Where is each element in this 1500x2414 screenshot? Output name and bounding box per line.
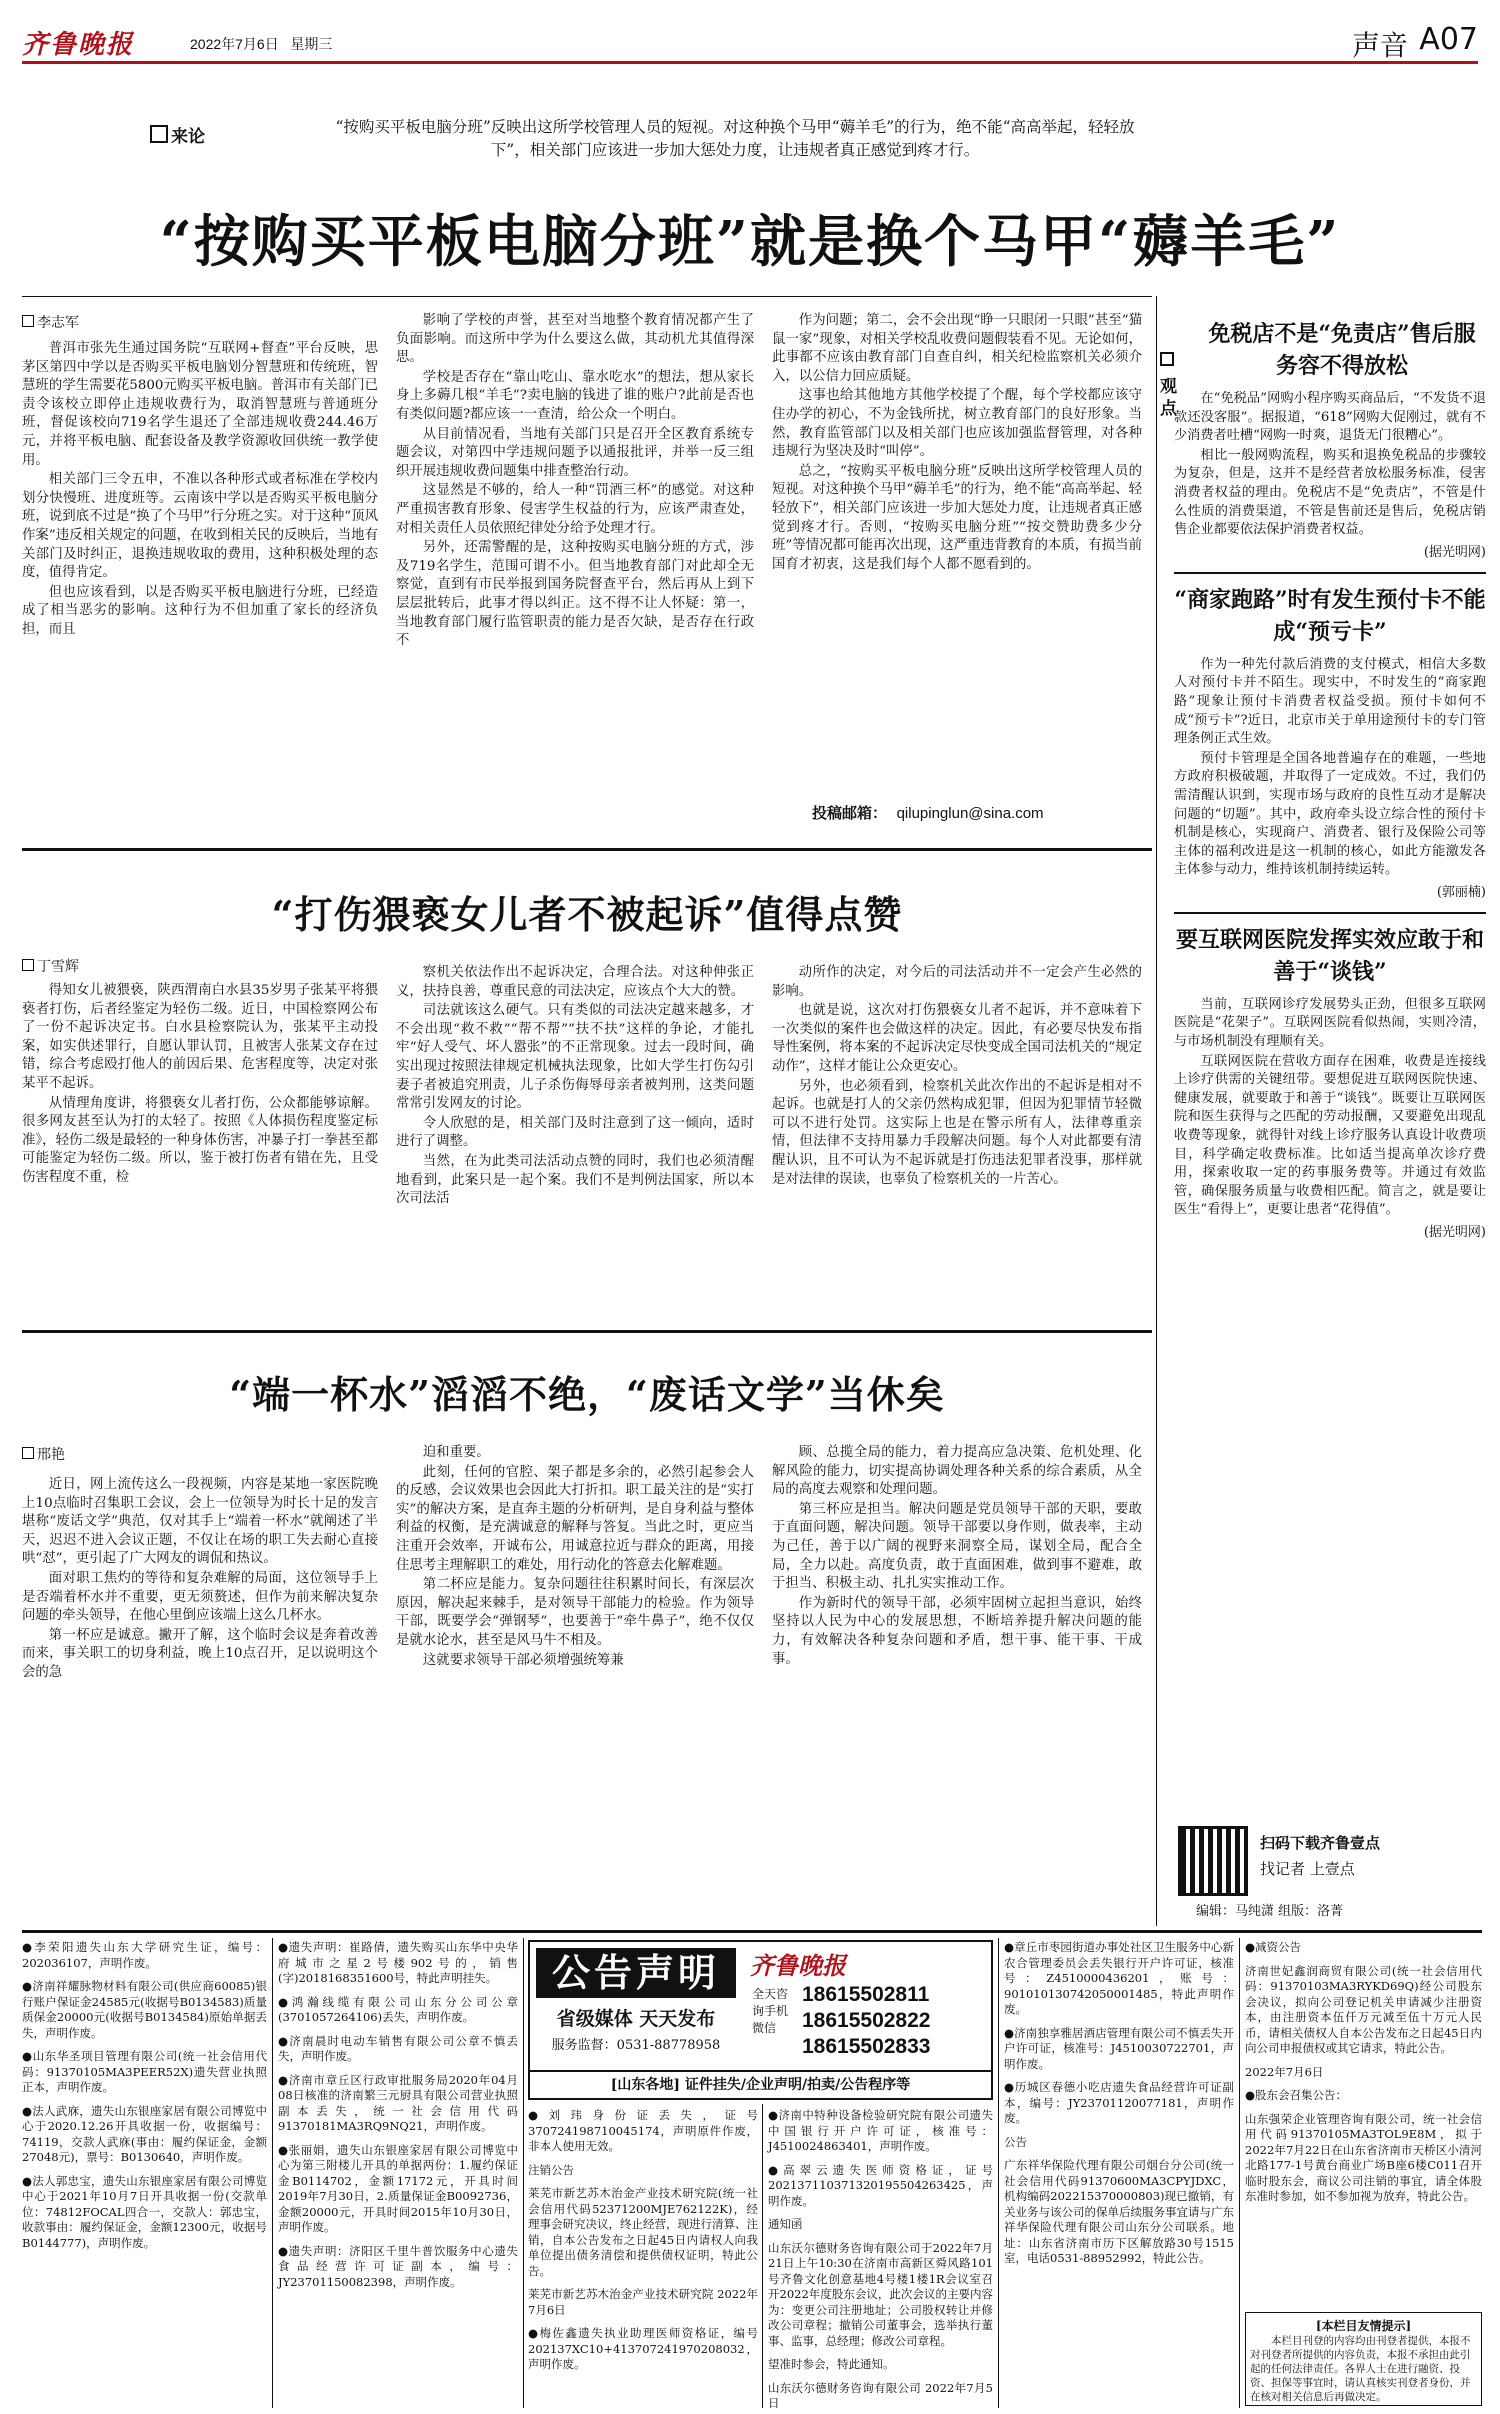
paragraph: 此刻，任何的官腔、架子都是多余的，必然引起参会人的反感，会议效果也会因此大打折扣。职工最关注的是“实打实”的解决方案，是直奔主题的分析研判，是自身利益与整体利益的权衡，是充满诚意的解释与答复。当此之时，更应当注重开会效率，开诚布公，用诚意拉近与群众的距离，用接住思考主理解职工的难处，用行动化的答意去化解难题。 [396,1464,754,1573]
paragraph: 影响了学校的声誉，甚至对当地整个教育情况都产生了负面影响。而这所中学为什么要这么做，其动机尤其值得深思。 [396,313,754,366]
paragraph: 顾、总揽全局的能力，着力提高应急决策、危机处理、化解风险的能力，切实提高协调处理各种关系的综合素质，从全局的高度去观察和处理问题。 [772,1445,1142,1498]
classified-item: ●遗失声明：济阳区千里牛普饮服务中心遗失食品经营许可证副本，编号：JY23701150082398，声明作废。 [278,2243,518,2289]
sidebar-item-body [1174,996,1486,1220]
article1-author: 李志军 [22,312,79,332]
sidebar-item [1174,584,1486,900]
paragraph: 也就是说，这次对打伤猥亵女儿者不起诉，并不意味着下一次类似的案件也会做这样的决定。因此，有必要尽快发布指导性案例，将本案的不起诉决定尽快变成全国司法机关的“规定动作”，这样才能让公众更安心。 [772,1003,1142,1074]
paragraph: 作为一种先付款后消费的支付模式，相信大多数人对预付卡并不陌生。现实中，不时发生的“商家跑路”现象让预付卡消费者权益受损。预付卡如何不成“预亏卡”?近日，北京市关于单用途预付卡的专门管理条例正式生效。 [1174,656,1486,747]
classified-item: ●历城区春德小吃店遗失食品经营许可证副本，编号：JY23701120077181，声明作废。 [1004,2080,1234,2125]
ad-scope: [山东各地] 证件挂失/企业声明/拍卖/公告程序等 [530,2070,991,2098]
page-header [22,18,1478,64]
sidebar-item-source: (郭丽楠) [1436,884,1486,900]
paragraph: 这事也给其他地方其他学校提了个醒，每个学校都应该守住办学的初心，不为金钱所扰，树立教育部门的良好形象。当然，教育监管部门以及相关部门也应该加强监督管理，对各种违规行为坚决及时“叫停”。 [772,388,1142,460]
sidebar-item-title: “商家跑路”时有发生预付卡不能成“预亏卡” [1174,586,1486,645]
paragraph: 另外，也必须看到，检察机关此次作出的不起诉是相对不起诉。也就是打人的父亲仍然构成犯罪，但因为犯罪情节轻微可以不进行处罚。这实际上也是在警示所有人，法律尊重亲情，但法律不支持用暴力手段解决问题。每个人对此都要有清醒认识，且不可认为不起诉就是打伤违法犯罪者没事，那样就是对法律的误读，也辜负了检察机关的一片苦心。 [772,1078,1142,1187]
classified-item: ●减资公告 [1245,1940,1302,1954]
classified-item: 山东沃尔德财务咨询有限公司于2022年7月21日上午10:30在济南市高新区舜风路101号齐鲁文化创意基地4号楼1楼1R会议室召开2022年度股东会议，此次会议的主要内容为：变更公司注册地址；公司股权转让并修改公司章程；撤销公司董事会，选举执行董事、监事，总经理；修改公司章程。 [768,2240,993,2348]
classified-item: ●鸿瀚线缆有限公司山东分公司公章(3701057264106)丢失，声明作废。 [278,1994,518,2024]
lead-tag: 来论 [150,122,205,147]
ad-paper-logo: 齐鲁晚报 [750,1951,846,1980]
paragraph: 作为新时代的领导干部，必须牢固树立起担当意识，始终坚持以人民为中心的发展思想，不断培养提升解决问题的能力，有效解决各种复杂问题和矛盾，想干事、能干事、干成事。 [772,1595,1142,1667]
ad-service: 服务监督：0531-88778958 [551,2038,721,2053]
paragraph: 第三杯应是担当。解决问题是党员领导干部的天职，要敢于直面问题，解决问题。领导干部要以身作则，做表率，主动为己任，善于以广阔的视野来洞察全局，谋划全局，配合全局，全力以赴。高度负责，敢于直面困难，做到事不避难，敢于担当、积极主动、扎扎实实推动工作。 [772,1501,1142,1592]
classifieds-col2 [278,1940,518,2298]
sidebar-item-body [1174,656,1486,880]
article1-col1 [22,340,378,641]
paragraph: 动所作的决定，对今后的司法活动并不一定会产生必然的影响。 [772,965,1142,999]
article3-author: 邢艳 [22,1444,65,1464]
classified-item: 2022年7月6日 [1245,2064,1324,2079]
classified-item: ●刘玮身份证丢失，证号370724198710045174，声明原件作废，非本人使用无效。 [528,2108,758,2153]
ad-title: 公告声明 [536,1948,736,1998]
sidebar-item-source: (据光明网) [1423,544,1486,560]
sidebar [1174,318,1486,1240]
classifieds-col4 [768,2108,993,2414]
paragraph: 这显然是不够的，给人一种“罚酒三杯”的感觉。对这种严重损害教育形象、侵害学生权益的行为，应该严肃查处，对相关责任人员依照纪律处分给予处理才行。 [396,483,754,536]
classifieds-col3 [528,2108,758,2381]
ad-slogan: 省级媒体 天天发布 [556,2008,716,2030]
classified-item: 通知函 [768,2217,803,2231]
paragraph: 司法就该这么硬气。只有类似的司法决定越来越多，才不会出现“救不救”“帮不帮”“扶不扶”这样的争论，才能扎牢“好人受气、坏人嚣张”的不正常现象。过去一段时间，确实出现过按照法律规定机械执法现象，比如大学生打伤勾引妻子者被追究刑责，儿子杀伤侮辱母亲者被判刑，这类问题常常引发网友的讨论。 [396,1003,754,1112]
paragraph: 互联网医院在营收方面存在困难，收费是连接线上诊疗供需的关键纽带。要想促进互联网医院快速、健康发展，就要敢于和善于“谈钱”。既要让互联网医院和医生获得与之匹配的劳动报酬，又要避免出现乱收费等现象，就得针对线上诊疗服务认真设计收费项目，科学确定收费标准。比如适当提高单次诊疗费用，探索收取一定的药事服务费等。并通过有效监管，确保服务质量与收费相匹配。简言之，就是要让医生“看得上”，更要让患者“花得值”。 [1174,1053,1486,1218]
submission-email: 投稿邮箱： qilupinglun@sina.com [812,804,1044,822]
paragraph: 在“免税品”网购小程序购买商品后，“不发货不退款还没客服”。据报道，“618”网购大促刚过，就有不少消费者吐槽“网购一时爽，退货无门很糟心”。 [1174,391,1486,444]
paragraph: 令人欣慰的是，相关部门及时注意到了这一倾向，适时进行了调整。 [396,1115,754,1150]
sidebar-tag: 观点 [1160,352,1182,420]
sidebar-item-title: 要互联网医院发挥实效应敢于和善于“谈钱” [1175,926,1484,985]
paragraph: 察机关依法作出不起诉决定，合理合法。对这种伸张正义，扶持良善，尊重民意的司法决定，应该点个大大的赞。 [396,965,754,999]
sidebar-item [1174,318,1486,560]
classified-item: ●山东华圣项目管理有限公司(统一社会信用代码：91370105MA3PEER52X)遗失营业执照正本，声明作废。 [22,2049,267,2094]
classified-item: 莱芜市新艺苏木治金产业技术研究院(统一社会信用代码52371200MJE762122K)，经理事会研究决议，终止经营，现进行清算、注销，自本公告发布之日起45日内请权人向我单位提出债务清偿和提供债权证明，特此公告。 [528,2186,758,2278]
classified-item: ●济南中特种设备检验研究院有限公司遗失中国银行开户许可证，核准号：J4510024863401，声明作废。 [768,2108,993,2153]
notice-box [1245,2312,1482,2406]
newspaper-logo: 齐鲁晚报 [22,30,135,60]
classified-item: 注销公告 [528,2162,574,2177]
page-number: A07 [1419,22,1478,57]
paragraph: 另外，还需警醒的是，这种按购买电脑分班的方式，涉及719名学生，范围可谓不小。但当地教育部门对此却全无察觉，直到有市民举报到国务院督查平台，然后再从上到下层层批转后，此事才得以纠正。这不得不让人怀疑：第一，当地教育部门履行监管职责的能力是否欠缺，是否存在行政不 [396,540,754,649]
editor-credit: 编辑：马纯潇 组版：洛菁 [1196,1904,1344,1919]
article2-col2 [396,964,754,1210]
section-name: 声音 [1351,29,1408,62]
classified-item: ●梅佐鑫遗失执业助理医师资格证，编号202137XC10+413707241970208032，声明作废。 [528,2326,758,2371]
paragraph: 迫和重要。 [422,1445,490,1460]
classified-item: 山东强荣企业管理咨询有限公司，统一社会信用代码91370105MA3TOL9E8M，拟于2022年7月22日在山东省济南市天桥区小清河北路177-1号黄台商业广场B座6楼C011召开临时股东会，商议公司注销的事宜，请全体股东准时参加，如不参加视为放弃，特此公告。 [1245,2111,1482,2203]
classified-item: ●李荣阳遗失山东大学研究生证，编号：202036107，声明作废。 [22,1940,267,1970]
article1-title: “按购买平板电脑分班”就是换个马甲“薅羊毛” [159,209,1341,275]
classified-item: ●高翠云遗失医师资格证，证号202137110371320195504263425，声明作废。 [768,2162,993,2208]
article2-title: “打伤猥亵女儿者不被起诉”值得点赞 [271,892,903,937]
classified-item: ●济南晨时电动车销售有限公司公章不慎丢失，声明作废。 [278,2033,518,2063]
ad-box [528,1940,993,2100]
classified-item: 济南世妃鑫润商贸有限公司(统一社会信用代码：91370103MA3RYKD69Q)经公司股东会决议，拟向公司登记机关申请减少注册资本，由注册资本伍仟万元减至伍十万元人民币，请相关债权人自本公告发布之日起45日内向公司申报债权或其它请求，特此公告。 [1245,1963,1482,2055]
notice-title: [本栏目友情提示] [1315,2319,1412,2333]
qr-caption: 扫码下载齐鲁壹点 [1260,1834,1381,1852]
paragraph: 从情理角度讲，将猥亵女儿者打伤，公众都能够谅解。很多网友甚至认为打的太轻了。按照《人体损伤程度鉴定标准》，轻伤二级是最轻的一种身体伤害，冲暴子打一拳甚至都可能鉴定为轻伤二级。所以，鉴于被打伤者有错在先，且受伤害程度不重，检 [22,1095,378,1185]
classified-item: 山东沃尔德财务咨询有限公司 2022年7月5日 [768,2380,993,2410]
paragraph: 作为问题；第二，会不会出现“睁一只眼闭一只眼”甚至“猫鼠一家”现象，对相关学校乱收费问题假装看不见。无论如何，此事都不应该由教育部门自查自纠，相关纪检监察机关必须介入，以公信力回应质疑。 [772,313,1142,384]
paragraph: 这就要求领导干部必须增强统筹兼 [422,1652,624,1668]
lead-summary: “按购买平板电脑分班”反映出这所学校管理人员的短视。对这种换个马甲“薅羊毛”的行为，绝不能“高高举起，轻轻放下”，相关部门应该进一步加大惩处力度，让违规者真正感觉到疼才行。 [335,118,1135,159]
paragraph: 相关部门三令五申，不准以各种形式或者标准在学校内划分快慢班、进度班等。云南该中学以是否购买平板电脑分班，说到底不过是“换了个马甲”行分班之实。对于这种“顶风作案”违反相关规定的问题，在收到相关民的反映后，当地有关部门及时纠正，退换违规收取的费用，这种积极处理的态度，值得肯定。 [22,472,378,581]
classified-item: ●济南祥耀脉物材料有限公司(供应商60085)银行账户保证金24585元(收据号B0134583)质量质保金20000元(收据号B0134584)原始单据丢失，声明作废。 [22,1979,267,2040]
paragraph: 从目前情况看，当地有关部门只是召开全区教育系统专题会议，对第四中学违规问题予以通报批评，并举一反三组织开展违规收费问题集中排查整治行动。 [396,426,754,479]
classified-item: ●章丘市枣园街道办事处社区卫生服务中心新农合管理委员会丢失银行开户许可证，核准号：Z4510000436201，账号：901010130742050001485，特此声明作废。 [1004,1940,1234,2016]
notice-text: 本栏目刊登的内容均由刊登者提供，本报不对刊登者所提供的内容负责，本报不承担由此引起的任何法律责任。各界人士在进行融资、投资、担保等事宜时，请认真核实刊登者身份，并在核对相关信息后再做决定。 [1250,2335,1471,2403]
article3-col2 [396,1444,754,1671]
header-date: 2022年7月6日 星期三 [190,36,333,52]
classified-item: ●股东会召集公告： [1245,2088,1348,2102]
article1-col3 [772,312,1142,575]
sidebar-item-source: (据光明网) [1423,1225,1486,1240]
paragraph: 总之，“按购买平板电脑分班”反映出这所学校管理人员的短视。对这种换个马甲“薅羊毛”的行为，绝不能“高高举起、轻轻放下”，相关部门应该进一步加大惩处力度，让违规者真正感觉到疼才行。否则，“按购买电脑分班”“按交赞助费多少分班”等情况都可能再次出现，这严重违背教育的本质，有损当前国育才初衷，这是我们每个人都不愿看到的。 [772,463,1142,572]
qr-caption-2: 找记者 上壹点 [1260,1860,1355,1878]
classified-item: 公告 [1004,2134,1027,2149]
paragraph: 面对职工焦灼的等待和复杂难解的局面，这位领导手上是否端着杯水并不重要，更无须赘述，但作为前来解决复杂问题的牵头领导，在他心里倒应该端上这么几杯水。 [22,1570,378,1624]
paragraph: 第二杯应是能力。复杂问题往往积累时间长，有深层次原因，解决起来棘手，是对领导干部能力的检验。作为领导干部，既要学会“弹钢琴”，也要善于“牵牛鼻子”，绝不仅仅是就水论水，甚至是风马牛不相及。 [396,1577,754,1648]
classified-item: ●济南独享雅居酒店管理有限公司不慎丢失开户许可证，核准号：J4510030722701，声明作废。 [1004,2025,1234,2071]
classifieds-col5 [1004,1940,1234,2275]
paragraph: 近日，网上流传这么一段视频，内容是某地一家医院晚上10点临时召集职工会议，会上一位领导为时长十足的发言堪称“废话文学”典范，仅对其手上“端着一杯水”就阐述了半天，迟迟不进入会议正题，不仅让在场的职工失去耐心直接哄“怼”，更引起了广大网友的调侃和热议。 [22,1477,378,1567]
classified-item: ●遗失声明：崔路倩，遗失购买山东华中央华府城市之星2号楼902号的，销售(字)2018168351600号，特此声明挂失。 [278,1940,518,1985]
classifieds-col6 [1245,1940,1482,2213]
classified-item: 望准时参会，特此通知。 [768,2357,895,2371]
article2-col3 [772,964,1142,1190]
article3-title: “端一杯水”滔滔不绝，“废话文学”当休矣 [229,1372,945,1417]
paragraph: 普洱市张先生通过国务院“互联网+督查”平台反映，思茅区第四中学以是否购买平板电脑划分智慧班和传统班，智慧班的学生需要花5800元购买平板电脑。普洱市有关部门已责令该校立即停止违规收费行为，取消智慧班与普通班分班，督促该校向719名学生退还了全部违规收费244.46万元，并将平板电脑、配套设备及教学资源收回供统一教学使用。 [22,341,378,468]
article1-col2 [396,312,754,652]
classifieds-col1 [22,1940,267,2259]
paragraph: 相比一般网购流程，购买和退换免税品的步骤较为复杂，但是，这并不是经营者放松服务标准，侵害消费者权益的理由。免税店不是“免责店”，不管是什么性质的消费渠道，不管是售前还是售后，免税店销售企业都要依法保护消费者权益。 [1174,447,1486,538]
article2-author: 丁雪辉 [22,956,79,976]
sidebar-item-body [1174,390,1486,540]
paragraph: 当然，在为此类司法活动点赞的同时，我们也必须清醒地看到，此案只是一起个案。我们不是判例法国家，所以本次司法活 [396,1153,754,1207]
qr-code[interactable] [1178,1826,1248,1896]
classified-item: 广东祥华保险代理有限公司烟台分公司(统一社会信用代码91370600MA3CPYJDXC，机构编码202215370000803)现已撤销，有关业务与该公司的保单后续服务事宜请与广东祥华保险代理有限公司山东分公司联系。地址：山东省济南市历下区解放路30号1515室，电话0531-88952992，特此公告。 [1004,2158,1234,2265]
classified-item: 莱芜市新艺苏木治金产业技术研究院 2022年7月6日 [528,2287,758,2317]
paragraph: 学校是否存在“靠山吃山、靠水吃水”的想法，想从家长身上多薅几根“羊毛”?卖电脑的钱进了谁的账户?此前是否也有类似问题?都应该一一查清，给公众一个明白。 [396,369,754,422]
paragraph: 但也应该看到，以是否购买平板电脑进行分班，已经造成了相当恶劣的影响。这种行为不但加重了家长的经济负担，而且 [22,584,378,637]
ad-phones: 18615502811 18615502822 18615502833 [802,1983,931,2058]
paragraph: 当前，互联网诊疗发展势头正劲，但很多互联网医院是“花架子”。互联网医院看似热闹，实则冷清，与市场机制没有理顺有关。 [1174,996,1486,1050]
classified-item: ●张丽娟，遗失山东银座家居有限公司博览中心为第三附楼儿开具的单据两份：1.履约保证金B0114702，金额17172元，开具时间2019年7月30日，2.质量保证金B0092736，金额20000元，开具时间2015年10月30日，声明作废。 [278,2142,518,2234]
classified-item: ●济南市章丘区行政审批服务局2020年04月08日核准的济南繁三元厨具有限公司营业执照副本丢失，统一社会信用代码91370181MA3RQ9NQ21，声明作废。 [278,2072,518,2133]
article3-col3 [772,1444,1142,1670]
article2-col1 [22,982,378,1189]
classified-item: ●法人武庥，遗失山东银座家居有限公司博览中心于2020.12.26开具收据一份，收据编号：74119，交款人武庥(事由：履约保证金，金额27048元)，票号：B0130640，声明作废。 [22,2103,267,2164]
sidebar-item [1174,924,1486,1240]
ad-side-note: 全天咨询手机微信 [752,1987,789,2035]
article3-col1 [22,1476,378,1684]
paragraph: 第一杯应是诚意。撇开了解，这个临时会议是奔着改善而来，事关职工的切身利益，晚上10点召开，足以说明这个会的急 [22,1627,378,1680]
paragraph: 预付卡管理是全国各地普遍存在的难题，一些地方政府积极破题，并取得了一定成效。不过，我们仍需清醒认识到，实现市场与政府的良性互动才是解决问题的“切题”。其中，政府牵头设立综合性的预付卡机制是核心，实现商户、消费者、银行及保险公司等主体的福利改进是这一机制的核心，如此方能激发各主体参与动力，维持该机制持续运转。 [1174,750,1486,878]
sidebar-item-title: 免税店不是“免责店”售后服务容不得放松 [1208,321,1476,379]
classified-item: ●法人郭忠宝，遗失山东银座家居有限公司博览中心于2021年10月7日开具收据一份(交款单位：74812FOCAL四合一，交款人：郭忠宝，收款事由：履约保证金，金额12300元，收据号B0144777)，声明作废。 [22,2173,267,2250]
paragraph: 得知女儿被猥亵，陕西渭南白水县35岁男子张某平将猥亵者打伤，后者经鉴定为轻伤二级。近日，中国检察网公布了一份不起诉决定书。白水县检察院认为，张某平主动投案，如实供述罪行，自愿认罪认罚，且被害人张某文存在过错，综合考虑殴打他人的前因后果、危害程度等，决定对张某平不起诉。 [22,983,378,1091]
